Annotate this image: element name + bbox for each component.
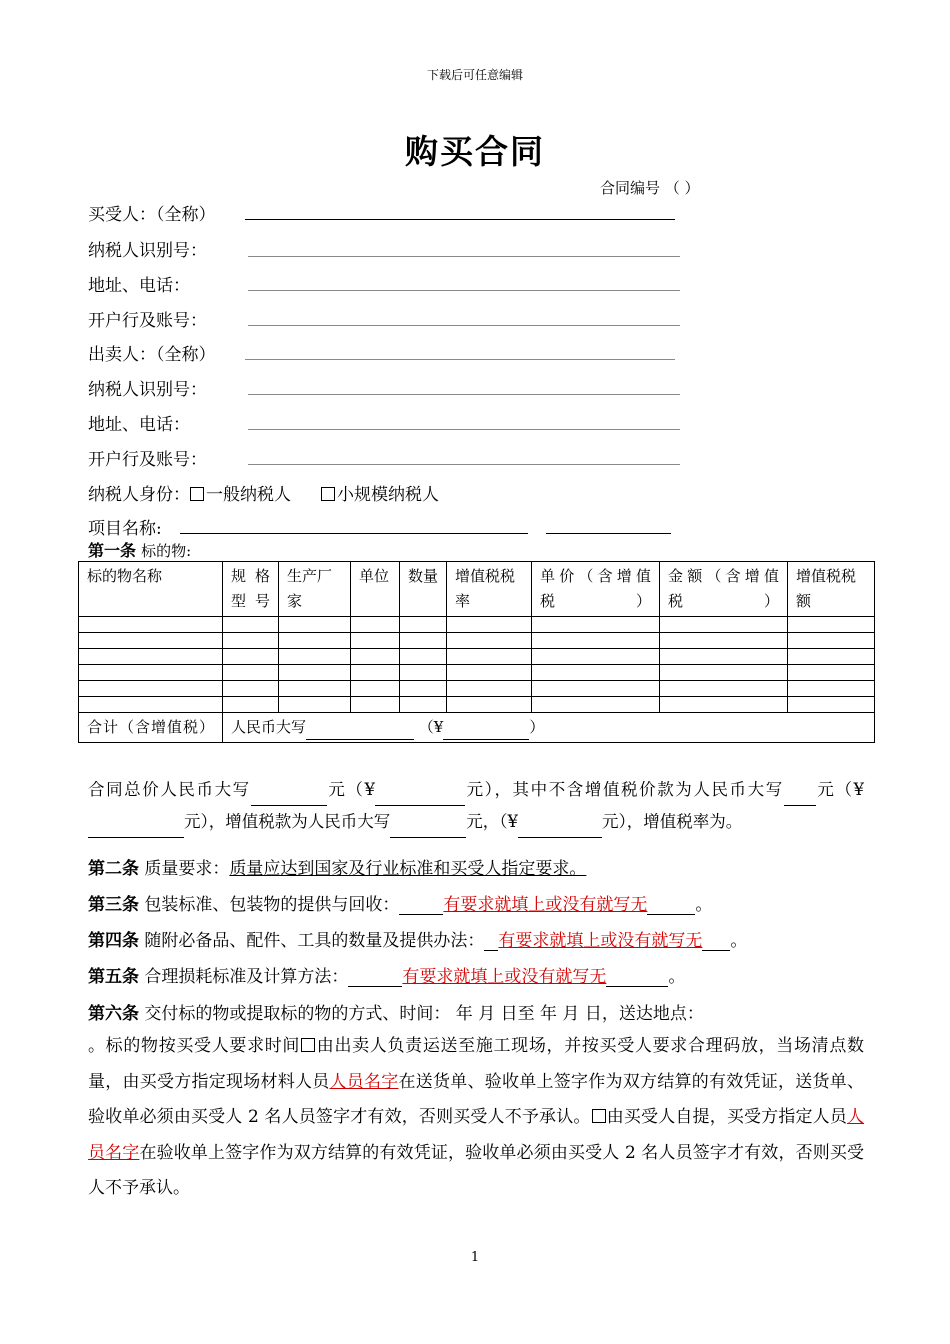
- items-table: [78, 561, 875, 743]
- table-row[interactable]: [79, 681, 875, 697]
- total-value-cell[interactable]: [223, 713, 875, 743]
- seller-name-line[interactable]: [245, 359, 675, 360]
- article-5-end: 。: [668, 967, 686, 987]
- general-taxpayer-label: 一般纳税人: [206, 485, 291, 505]
- seller-bank-label: 开户行及账号：: [88, 450, 207, 470]
- blank[interactable]: [647, 897, 695, 915]
- article-5-label: 合理损耗标准及计算方法：: [144, 967, 349, 987]
- staff-name-field[interactable]: 人员名字: [88, 1107, 865, 1163]
- taxpayer-type-label: 纳税人身份：: [88, 485, 190, 505]
- blank[interactable]: [702, 933, 730, 951]
- project-extra-line[interactable]: [546, 533, 671, 534]
- article-1: [88, 538, 191, 561]
- total-yen-label: （¥: [418, 718, 444, 736]
- article-5-head: 第五条: [88, 967, 139, 987]
- article-6-text: 交付标的物或提取标的物的方式、时间： 年 月 日至 年 月 日，送达地点：: [144, 1004, 704, 1024]
- table-header-cell: 单价（含增值税）: [532, 562, 660, 617]
- total-sentence-text: 。: [725, 812, 743, 831]
- article-6-text: 。标的物按买受人要求时间: [88, 1036, 301, 1056]
- article-1-head: 第一条: [88, 541, 137, 560]
- total-close: ）: [529, 718, 545, 736]
- article-3-fill[interactable]: 有要求就填上或没有就写无: [443, 895, 648, 915]
- article-4-label: 随附必备品、配件、工具的数量及提供办法：: [144, 931, 485, 951]
- blank[interactable]: [399, 897, 443, 915]
- seller-bank-line[interactable]: [248, 464, 680, 465]
- buyer-bank-line[interactable]: [248, 325, 680, 326]
- blank[interactable]: [375, 788, 465, 806]
- buyer-bank-label: 开户行及账号：: [88, 311, 207, 331]
- article-6-text: 在送货单、验收单上签字作为双方结算的有效凭证，送货单、验收单必须由买受人 2 名人员签字才有效，否则买受人不予承认。: [88, 1071, 864, 1127]
- blank[interactable]: [518, 820, 602, 838]
- article-4-end: 。: [730, 931, 748, 951]
- blank[interactable]: [390, 820, 466, 838]
- buyer-address-line[interactable]: [248, 290, 680, 291]
- table-row[interactable]: [79, 633, 875, 649]
- article-3-end: 。: [695, 895, 713, 915]
- article-5: [88, 962, 685, 987]
- total-price-sentence: [88, 774, 864, 838]
- buyer-address-label: 地址、电话：: [88, 276, 190, 296]
- table-header-cell: 规格型号: [223, 562, 279, 617]
- option-buyer-pickup-checkbox[interactable]: [592, 1109, 606, 1123]
- blank[interactable]: [251, 788, 327, 806]
- total-rmb-blank[interactable]: [306, 722, 414, 740]
- buyer-name-line[interactable]: [245, 219, 675, 220]
- article-6-text: 由出卖人负责运送至施工现场，并按买受人要求合理码放，当场清点数量，由买受方指定现场材料人员: [88, 1036, 864, 1092]
- table-header-cell: 金额（含增值税）: [660, 562, 788, 617]
- total-sentence-text: 元，（¥: [466, 812, 518, 831]
- article-1-text: 标的物:: [141, 542, 192, 560]
- total-sentence-text: 元（¥: [815, 780, 865, 799]
- article-4-fill[interactable]: 有要求就填上或没有就写无: [498, 931, 703, 951]
- page-number: 1: [470, 1250, 480, 1265]
- seller-taxid-label: 纳税人识别号：: [88, 380, 207, 400]
- total-sentence-text: 元（¥: [326, 780, 375, 799]
- blank[interactable]: [784, 788, 816, 806]
- article-6-line1: [88, 999, 704, 1024]
- blank[interactable]: [348, 969, 402, 987]
- article-6-text: 在验收单上签字作为双方结算的有效凭证，验收单必须由买受人 2 名人员签字才有效，否则买受人不予承认。: [88, 1142, 865, 1198]
- total-sentence-text: 合同总价人民币大写: [88, 780, 251, 799]
- general-taxpayer-checkbox[interactable]: [190, 487, 204, 501]
- option-seller-delivery-checkbox[interactable]: [301, 1038, 315, 1052]
- page-header-note: 下载后可任意编辑: [426, 68, 523, 82]
- article-5-fill[interactable]: 有要求就填上或没有就写无: [402, 967, 607, 987]
- article-2: [88, 854, 586, 879]
- total-label: 合计（含增值税）: [79, 713, 223, 743]
- small-taxpayer-label: 小规模纳税人: [337, 485, 439, 505]
- blank[interactable]: [484, 933, 498, 951]
- total-rmb-label: 人民币大写: [231, 718, 307, 736]
- seller-taxid-line[interactable]: [248, 394, 680, 395]
- document-title: 购买合同: [405, 132, 545, 171]
- project-name-line[interactable]: [180, 533, 528, 534]
- blank[interactable]: [88, 820, 184, 838]
- article-4: [88, 926, 747, 951]
- article-2-head: 第二条: [88, 859, 139, 879]
- taxpayer-type-row: [88, 480, 439, 505]
- table-header-cell: 数量: [400, 562, 447, 617]
- project-name-label: 项目名称:: [88, 519, 162, 539]
- article-6-head: 第六条: [88, 1004, 139, 1024]
- table-row[interactable]: [79, 697, 875, 713]
- total-yen-blank[interactable]: [443, 722, 529, 740]
- buyer-taxid-label: 纳税人识别号：: [88, 241, 207, 261]
- table-header-cell: 生产厂家: [279, 562, 351, 617]
- total-sentence-text: 元），其中不含增值税价款为人民币大写: [464, 780, 784, 799]
- total-sentence-text: 元），增值税款为人民币大写: [184, 812, 391, 831]
- table-header-cell: 单位: [351, 562, 400, 617]
- small-taxpayer-checkbox[interactable]: [321, 487, 335, 501]
- staff-name-field[interactable]: 人员名字: [329, 1071, 399, 1092]
- article-4-head: 第四条: [88, 931, 139, 951]
- article-3: [88, 890, 712, 915]
- blank[interactable]: [606, 969, 668, 987]
- table-row[interactable]: [79, 617, 875, 633]
- table-row[interactable]: [79, 665, 875, 681]
- seller-address-line[interactable]: [248, 429, 680, 430]
- seller-name-label: 出卖人：（全称）: [88, 345, 216, 365]
- article-3-head: 第三条: [88, 895, 139, 915]
- table-header-cell: 增值税税额: [788, 562, 875, 617]
- buyer-name-label: 买受人：（全称）: [88, 205, 216, 225]
- table-total-row: [79, 713, 875, 743]
- article-2-text: 质量应达到国家及行业标准和买受人指定要求。: [229, 859, 587, 879]
- table-header-row: [79, 562, 875, 617]
- table-header-cell: 增值税税率: [447, 562, 532, 617]
- table-row[interactable]: [79, 649, 875, 665]
- buyer-taxid-line[interactable]: [248, 256, 680, 257]
- contract-number: 合同编号 （ ）: [600, 179, 700, 197]
- article-2-label: 质量要求：: [144, 859, 230, 879]
- total-sentence-text: 元），增值税率为: [602, 812, 726, 831]
- article-6-text: 由买受人自提，买受方指定人员: [606, 1107, 848, 1127]
- article-6-body: [88, 1029, 864, 1207]
- article-3-label: 包装标准、包装物的提供与回收：: [144, 895, 400, 915]
- table-header-cell: 标的物名称: [79, 562, 223, 617]
- seller-address-label: 地址、电话：: [88, 415, 190, 435]
